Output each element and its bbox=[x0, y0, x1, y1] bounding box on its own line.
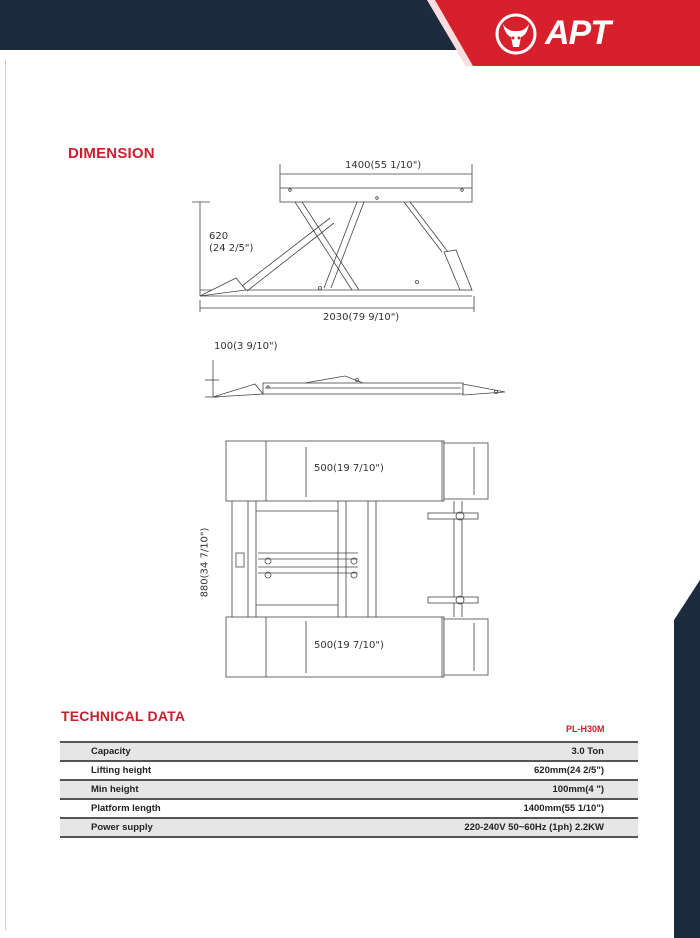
row-value: 620mm(24 2/5") bbox=[272, 761, 638, 780]
row-value: 1400mm(55 1/10") bbox=[272, 799, 638, 818]
table-row bbox=[60, 818, 638, 837]
lowered-min-height-label: 100(3 9/10") bbox=[214, 341, 278, 352]
row-label: Platform length bbox=[60, 799, 272, 818]
technical-data-table bbox=[60, 741, 638, 838]
side-platform-length-label: 1400(55 1/10") bbox=[345, 160, 422, 171]
row-label: Min height bbox=[60, 780, 272, 799]
top-platform-width-label: 500(19 7/10") bbox=[314, 463, 384, 474]
lowered-view-drawing bbox=[205, 350, 510, 412]
technical-data-title: TECHNICAL DATA bbox=[61, 708, 186, 724]
table-row bbox=[60, 761, 638, 780]
row-label: Lifting height bbox=[60, 761, 272, 780]
page-left-edge bbox=[5, 60, 6, 930]
bottom-platform-width-label: 500(19 7/10") bbox=[314, 640, 384, 651]
model-number: PL-H30M bbox=[566, 724, 605, 734]
brand-name: APT bbox=[545, 14, 610, 52]
row-label: Capacity bbox=[60, 742, 272, 761]
row-value: 100mm(4 ") bbox=[272, 780, 638, 799]
row-value: 3.0 Ton bbox=[272, 742, 638, 761]
table-row bbox=[60, 799, 638, 818]
row-label: Power supply bbox=[60, 818, 272, 837]
table-row bbox=[60, 742, 638, 761]
dimension-title: DIMENSION bbox=[68, 145, 155, 162]
bull-logo-icon bbox=[494, 11, 538, 57]
side-overall-length-label: 2030(79 9/10") bbox=[323, 312, 400, 323]
side-height-inch-label: (24 2/5") bbox=[209, 243, 254, 254]
side-accent-strip bbox=[668, 580, 700, 938]
side-height-label: 620 bbox=[209, 231, 229, 242]
row-value: 220-240V 50~60Hz (1ph) 2.2KW bbox=[272, 818, 638, 837]
overall-width-label: 880(34 7/10") bbox=[199, 527, 211, 598]
table-row bbox=[60, 780, 638, 799]
